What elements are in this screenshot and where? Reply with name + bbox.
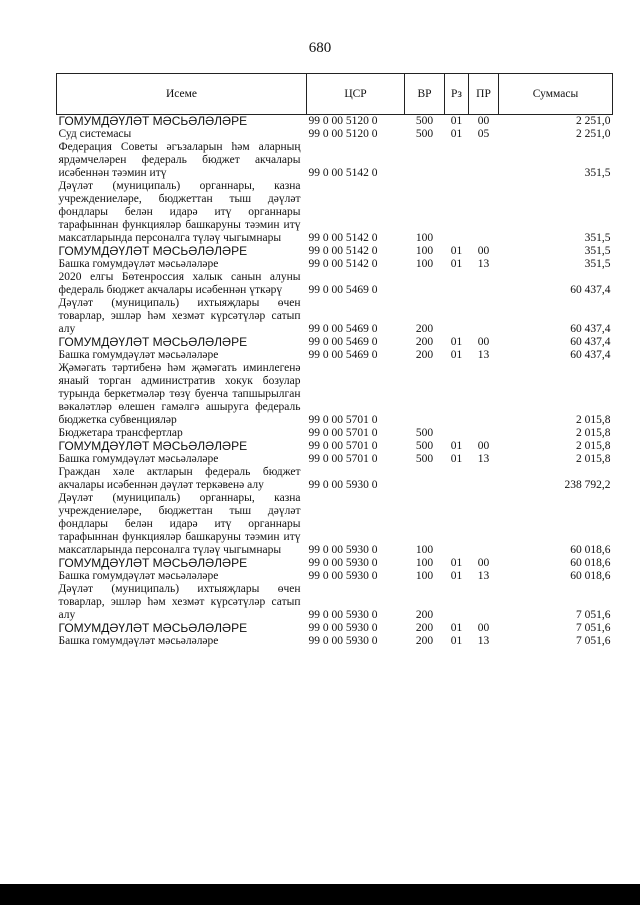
cell-name: Башка гомумдәүләт мәсьәләләре	[58, 258, 219, 270]
table-row	[57, 583, 613, 622]
cell-csr: 99 0 00 5701 0	[308, 427, 378, 439]
table-row	[57, 622, 613, 635]
cell-vr: 100	[415, 258, 434, 270]
cell-vr	[405, 141, 445, 180]
cell-vr: 200	[415, 323, 434, 335]
cell-name: Граждан хәле актларын федераль бюджет акчалары исәбеннән дәүләт теркәвенә алу	[58, 466, 301, 491]
cell-pr: 00	[477, 440, 490, 452]
cell-csr: 99 0 00 5930 0	[308, 609, 378, 621]
cell-vr: 100	[415, 232, 434, 244]
cell-name: Дәүләт (муниципаль) органнары, казна учреждениеләре, бюджеттан тыш дәүләт фондлары белән идарә итү органнары тарафыннан функцияләр башкаруны тәэмин итү максатларында персоналга түләү чыгымнары	[58, 180, 301, 244]
cell-rz	[445, 583, 469, 622]
table-row	[57, 141, 613, 180]
cell-name: Бюджетара трансфертлар	[58, 427, 183, 439]
cell-sum: 60 018,6	[570, 557, 611, 569]
cell-csr: 99 0 00 5930 0	[308, 622, 378, 634]
cell-sum: 60 437,4	[570, 323, 611, 335]
cell-sum: 2 251,0	[576, 115, 611, 127]
cell-sum: 60 437,4	[570, 336, 611, 348]
cell-name: Федерация Советы әгъзаларын һәм аларның ярдәмчеләрен федераль бюджет акчалары исәбеннән тәэмин итү	[58, 141, 301, 179]
cell-rz: 01	[450, 245, 463, 257]
cell-sum: 2 015,8	[576, 427, 611, 439]
cell-pr: 13	[477, 570, 490, 582]
cell-name: ГОМУМДӘҮЛӘТ МӘСЬӘЛӘЛӘРЕ	[58, 114, 248, 128]
cell-rz: 01	[450, 258, 463, 270]
cell-vr	[405, 466, 445, 492]
cell-vr: 500	[415, 453, 434, 465]
header-rz: Рз	[445, 74, 469, 115]
cell-csr: 99 0 00 5142 0	[308, 232, 378, 244]
cell-pr: 00	[477, 245, 490, 257]
cell-vr: 200	[415, 349, 434, 361]
cell-csr: 99 0 00 5930 0	[308, 635, 378, 647]
cell-vr: 100	[415, 544, 434, 556]
header-csr: ЦСР	[307, 74, 405, 115]
cell-name: ГОМУМДӘҮЛӘТ МӘСЬӘЛӘЛӘРЕ	[58, 556, 248, 570]
table-row	[57, 271, 613, 297]
header-pr: ПР	[469, 74, 499, 115]
cell-name: ГОМУМДӘҮЛӘТ МӘСЬӘЛӘЛӘРЕ	[58, 439, 248, 453]
table-row	[57, 557, 613, 570]
cell-name: ГОМУМДӘҮЛӘТ МӘСЬӘЛӘЛӘРЕ	[58, 335, 248, 349]
cell-csr: 99 0 00 5930 0	[308, 479, 378, 491]
cell-name: ГОМУМДӘҮЛӘТ МӘСЬӘЛӘЛӘРЕ	[58, 621, 248, 635]
cell-name: Дәүләт (муниципаль) органнары, казна учреждениеләре, бюджеттан тыш дәүләт фондлары белән идарә итү органнары тарафыннан функцияләр башкаруны тәэмин итү максатларында персоналга түләү чыгымнары	[58, 492, 301, 556]
cell-name: Дәүләт (муниципаль) ихтыяҗлары өчен товарлар, эшләр һәм хезмәт күрсәтүләр сатып алу	[58, 583, 301, 621]
cell-pr	[469, 583, 499, 622]
cell-vr: 100	[415, 245, 434, 257]
cell-sum: 238 792,2	[564, 479, 611, 491]
cell-pr	[469, 180, 499, 245]
cell-csr: 99 0 00 5469 0	[308, 323, 378, 335]
cell-name: Дәүләт (муниципаль) ихтыяҗлары өчен товарлар, эшләр һәм хезмәт күрсәтүләр сатып алу	[58, 297, 301, 335]
cell-vr	[405, 362, 445, 427]
cell-vr: 200	[415, 609, 434, 621]
cell-name: ГОМУМДӘҮЛӘТ МӘСЬӘЛӘЛӘРЕ	[58, 244, 248, 258]
cell-rz: 01	[450, 570, 463, 582]
cell-pr	[469, 297, 499, 336]
table-row	[57, 128, 613, 141]
cell-rz	[445, 492, 469, 557]
cell-csr: 99 0 00 5142 0	[308, 167, 378, 179]
cell-rz	[445, 297, 469, 336]
cell-sum: 7 051,6	[576, 622, 611, 634]
cell-sum: 60 018,6	[570, 570, 611, 582]
cell-pr: 13	[477, 453, 490, 465]
cell-csr: 99 0 00 5469 0	[308, 349, 378, 361]
cell-pr	[469, 466, 499, 492]
cell-vr: 500	[415, 440, 434, 452]
cell-rz	[445, 362, 469, 427]
cell-rz	[445, 466, 469, 492]
header-name: Исеме	[57, 74, 307, 115]
cell-name: Башка гомумдәүләт мәсьәләләре	[58, 635, 219, 647]
cell-name: Башка гомумдәүләт мәсьәләләре	[58, 349, 219, 361]
cell-csr: 99 0 00 5930 0	[308, 557, 378, 569]
scan-bottom-border	[0, 884, 640, 905]
table-header-row	[57, 74, 613, 115]
cell-sum: 60 437,4	[570, 349, 611, 361]
cell-pr: 13	[477, 635, 490, 647]
cell-pr	[469, 362, 499, 427]
cell-rz: 01	[450, 622, 463, 634]
cell-rz: 01	[450, 336, 463, 348]
table-row	[57, 297, 613, 336]
cell-vr: 500	[415, 427, 434, 439]
table-row	[57, 635, 613, 648]
cell-rz: 01	[450, 349, 463, 361]
cell-csr: 99 0 00 5469 0	[308, 336, 378, 348]
cell-sum: 351,5	[584, 258, 611, 270]
cell-csr: 99 0 00 5701 0	[308, 440, 378, 452]
table-row	[57, 362, 613, 427]
cell-sum: 2 015,8	[576, 453, 611, 465]
table-row	[57, 336, 613, 349]
cell-sum: 7 051,6	[576, 635, 611, 647]
cell-rz: 01	[450, 453, 463, 465]
cell-csr: 99 0 00 5120 0	[308, 128, 378, 140]
cell-sum: 2 251,0	[576, 128, 611, 140]
cell-rz: 01	[450, 635, 463, 647]
cell-name: Башка гомумдәүләт мәсьәләләре	[58, 570, 219, 582]
cell-rz: 01	[450, 557, 463, 569]
cell-rz: 01	[450, 128, 463, 140]
cell-pr	[469, 427, 499, 440]
table-row	[57, 466, 613, 492]
table-row	[57, 180, 613, 245]
cell-rz	[445, 427, 469, 440]
cell-name: Башка гомумдәүләт мәсьәләләре	[58, 453, 219, 465]
cell-vr: 200	[415, 336, 434, 348]
cell-pr: 00	[477, 336, 490, 348]
cell-vr: 200	[415, 635, 434, 647]
cell-sum: 351,5	[584, 245, 611, 257]
cell-rz	[445, 141, 469, 180]
cell-vr: 500	[415, 128, 434, 140]
cell-csr: 99 0 00 5701 0	[308, 453, 378, 465]
cell-csr: 99 0 00 5701 0	[308, 414, 378, 426]
cell-sum: 7 051,6	[576, 609, 611, 621]
cell-sum: 2 015,8	[576, 440, 611, 452]
table-row	[57, 349, 613, 362]
cell-pr	[469, 141, 499, 180]
cell-pr: 13	[477, 349, 490, 361]
cell-csr: 99 0 00 5142 0	[308, 245, 378, 257]
cell-sum: 351,5	[584, 232, 611, 244]
cell-csr: 99 0 00 5930 0	[308, 570, 378, 582]
cell-sum: 351,5	[584, 167, 611, 179]
cell-csr: 99 0 00 5120 0	[308, 115, 378, 127]
cell-sum: 60 018,6	[570, 544, 611, 556]
cell-rz	[445, 180, 469, 245]
table-row	[57, 453, 613, 466]
table-row	[57, 245, 613, 258]
table-body	[57, 115, 613, 649]
cell-rz: 01	[450, 440, 463, 452]
cell-pr: 00	[477, 115, 490, 127]
page-number: 680	[308, 40, 332, 56]
table-row	[57, 492, 613, 557]
cell-pr	[469, 492, 499, 557]
cell-name: Суд системасы	[58, 128, 132, 140]
cell-name: Җәмәгать тәртибенә һәм җәмәгать иминлегенә янаый торган административ хокук бозулар турында беркетмәләр төзү буенча тапшырылган вәкаләтләр өлешен гамәлгә ашыруга федераль бюджетка субвенцияләр	[58, 362, 301, 426]
header-vr: ВР	[405, 74, 445, 115]
cell-csr: 99 0 00 5930 0	[308, 544, 378, 556]
cell-pr	[469, 271, 499, 297]
cell-pr: 00	[477, 557, 490, 569]
cell-pr: 05	[477, 128, 490, 140]
cell-vr: 200	[415, 622, 434, 634]
table-row	[57, 115, 613, 129]
cell-vr: 500	[415, 115, 434, 127]
cell-vr	[405, 271, 445, 297]
table-row	[57, 570, 613, 583]
cell-pr: 00	[477, 622, 490, 634]
budget-table	[56, 73, 613, 648]
cell-sum: 2 015,8	[576, 414, 611, 426]
cell-sum: 60 437,4	[570, 284, 611, 296]
cell-pr: 13	[477, 258, 490, 270]
header-sum: Суммасы	[499, 74, 613, 115]
cell-rz	[445, 271, 469, 297]
cell-csr: 99 0 00 5142 0	[308, 258, 378, 270]
cell-vr: 100	[415, 570, 434, 582]
cell-csr: 99 0 00 5469 0	[308, 284, 378, 296]
cell-name: 2020 елгы Бөтенроссия халык санын алуны федераль бюджет акчалары исәбеннән үткәрү	[58, 271, 301, 296]
table-row	[57, 258, 613, 271]
table-row	[57, 440, 613, 453]
cell-vr: 100	[415, 557, 434, 569]
cell-rz: 01	[450, 115, 463, 127]
